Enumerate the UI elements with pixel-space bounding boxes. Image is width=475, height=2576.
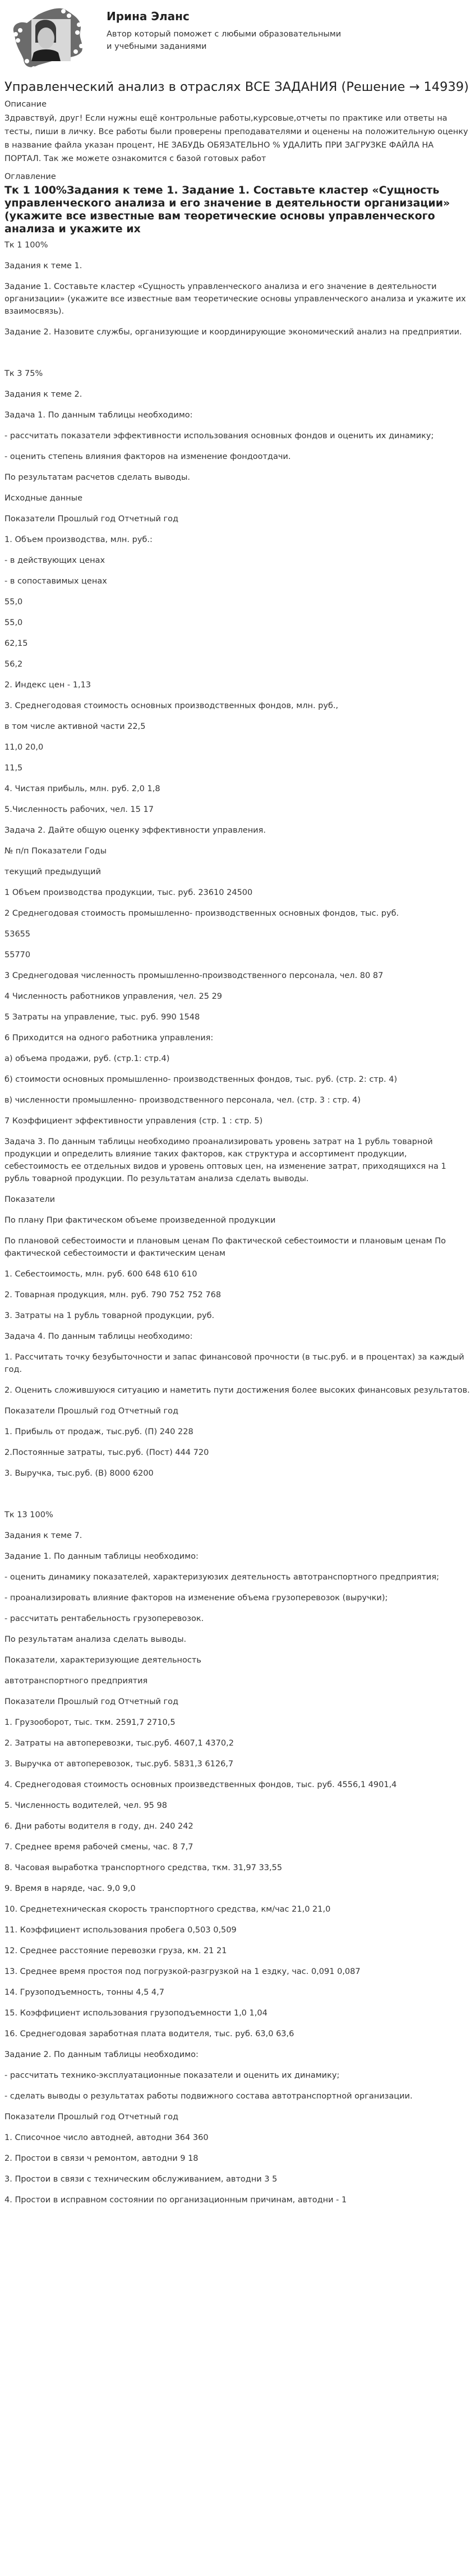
- content-paragraph: автотранспортного предприятия: [4, 1677, 148, 1686]
- content-paragraph: [4, 347, 471, 359]
- content-paragraph: 13. Среднее время простоя под погрузкой-разгрузкой на 1 ездку, час. 0,091 0,087: [4, 1967, 361, 1976]
- task-content: [4, 239, 471, 2206]
- content-paragraph: 56,2: [4, 660, 23, 669]
- content-paragraph: 2 Среднегодовая стоимость промышленно- производственных основных фондов, тыс. руб.: [4, 909, 399, 918]
- content-paragraph: 3. Затраты на 1 рубль товарной продукции, руб.: [4, 1311, 215, 1320]
- content-paragraph: 7. Среднее время рабочей смены, час. 8 7,7: [4, 1843, 193, 1852]
- content-paragraph: 55,0: [4, 598, 23, 607]
- content-paragraph: в том числе активной части 22,5: [4, 722, 146, 731]
- content-paragraph: Задача 2. Дайте общую оценку эффективности управления.: [4, 826, 266, 835]
- author-description: Автор который поможет с любыми образовательными и учебными заданиями: [107, 30, 342, 51]
- content-paragraph: - оценить динамику показателей, характеризуюзих деятельность автотранспортного предприятия;: [4, 1573, 439, 1582]
- content-paragraph: 2. Затраты на автоперевозки, тыс.руб. 4607,1 4370,2: [4, 1739, 234, 1748]
- content-paragraph: 3. Выручка от автоперевозок, тыс.руб. 5831,3 6126,7: [4, 1760, 234, 1769]
- content-paragraph: а) объема продажи, руб. (стр.1: стр.4): [4, 1054, 170, 1063]
- content-paragraph: в) численности промышленно- производственного персонала, чел. (стр. 3 : стр. 4): [4, 1096, 361, 1105]
- content-paragraph: 6 Приходится на одного работника управления:: [4, 1034, 214, 1043]
- content-paragraph: 14. Грузоподъемность, тонны 4,5 4,7: [4, 1988, 164, 1997]
- content-paragraph: По плановой себестоимости и плановым ценам По фактической себестоимости и плановым ценам По фактической себестоимости и фактическим ценам: [4, 1237, 446, 1258]
- content-paragraph: 1. Рассчитать точку безубыточности и запас финансовой прочности (в тыс.руб. и в процентах) за каждый год.: [4, 1353, 464, 1374]
- content-paragraph: б) стоимости основных промышленно- производственных фондов, тыс. руб. (стр. 2: стр. 4): [4, 1075, 398, 1084]
- content-paragraph: 2. Индекс цен - 1,13: [4, 681, 91, 690]
- toc-heading: Тк 1 100%Задания к теме 1. Задание 1. Составьте кластер «Сущность управленческого анализа и его значение в деятельности организации» (укажите все известные вам теоретические основы управленческого анализа и укажите их: [4, 184, 450, 235]
- content-paragraph: Задача 3. По данным таблицы необходимо проанализировать уровень затрат на 1 рубль товарной продукции и определить влияние таких факторов, как структура и ассортимент продукции, себестоимость ее отдельных видов и уровень оптовых цен, на изменение затрат, приходящихся на 1 рубль товарной продукции. По результатам анализа сделать выводы.: [4, 1137, 446, 1183]
- content-paragraph: Задача 4. По данным таблицы необходимо:: [4, 1332, 193, 1341]
- content-paragraph: 1. Себестоимость, млн. руб. 600 648 610 610: [4, 1270, 197, 1279]
- description-label: Описание: [4, 100, 47, 109]
- content-paragraph: 1. Объем производства, млн. руб.:: [4, 535, 153, 544]
- content-paragraph: Задания к теме 2.: [4, 390, 82, 399]
- content-paragraph: 2. Оценить сложившуюся ситуацию и наметить пути достижения более высоких финансовых результатов.: [4, 1386, 470, 1395]
- content-paragraph: 1 Объем производства продукции, тыс. руб. 23610 24500: [4, 888, 253, 897]
- content-paragraph: № п/п Показатели Годы: [4, 847, 107, 856]
- content-paragraph: 5. Численность водителей, чел. 95 98: [4, 1801, 167, 1810]
- avatar[interactable]: [4, 3, 89, 71]
- content-paragraph: - в действующих ценах: [4, 556, 105, 565]
- content-paragraph: - рассчитать технико-эксплуатационные показатели и оценить их динамику;: [4, 2071, 340, 2080]
- content-paragraph: 15. Коэффициент использования грузоподъемности 1,0 1,04: [4, 2009, 268, 2018]
- content-paragraph: - проанализировать влияние факторов на изменение объема грузоперевозок (выручки);: [4, 1594, 388, 1602]
- content-paragraph: 1. Списочное число автодней, автодни 364 360: [4, 2133, 209, 2142]
- author-name[interactable]: Ирина Эланс: [107, 10, 190, 23]
- content-paragraph: 2.Постоянные затраты, тыс.руб. (Пост) 444 720: [4, 1448, 209, 1457]
- content-paragraph: 9. Время в наряде, час. 9,0 9,0: [4, 1884, 136, 1893]
- content-paragraph: 1. Прибыль от продаж, тыс.руб. (П) 240 228: [4, 1427, 193, 1436]
- content-paragraph: Тк 13 100%: [4, 1510, 53, 1519]
- content-paragraph: 2. Простои в связи ч ремонтом, автодни 9 18: [4, 2154, 199, 2163]
- content-paragraph: 4. Чистая прибыль, млн. руб. 2,0 1,8: [4, 784, 160, 793]
- content-paragraph: 62,15: [4, 639, 28, 648]
- content-paragraph: Показатели Прошлый год Отчетный год: [4, 515, 179, 524]
- content-paragraph: - оценить степень влияния факторов на изменение фондоотдачи.: [4, 452, 291, 461]
- content-paragraph: 3. Простои в связи с техническим обслуживанием, автодни 3 5: [4, 2175, 278, 2184]
- content-paragraph: 11,5: [4, 764, 23, 773]
- content-paragraph: Показатели: [4, 1195, 56, 1204]
- content-paragraph: 11. Коэффициент использования пробега 0,503 0,509: [4, 1926, 237, 1935]
- toc-label: Оглавление: [4, 172, 56, 181]
- content-paragraph: Показатели Прошлый год Отчетный год: [4, 1407, 179, 1416]
- content-paragraph: 5 Затраты на управление, тыс. руб. 990 1548: [4, 1013, 200, 1022]
- content-paragraph: - рассчитать показатели эффективности использования основных фондов и оценить их динамику;: [4, 431, 434, 440]
- content-paragraph: Показатели Прошлый год Отчетный год: [4, 1697, 179, 1706]
- content-paragraph: 8. Часовая выработка транспортного средства, ткм. 31,97 33,55: [4, 1863, 283, 1872]
- content-paragraph: Задание 2. По данным таблицы необходимо:: [4, 2050, 199, 2059]
- content-paragraph: По плану При фактическом объеме произведенной продукции: [4, 1216, 276, 1225]
- content-paragraph: 4. Простои в исправном состоянии по организационным причинам, автодни - 1: [4, 2196, 347, 2205]
- content-paragraph: 12. Среднее расстояние перевозки груза, км. 21 21: [4, 1946, 227, 1955]
- content-paragraph: - в сопоставимых ценах: [4, 577, 107, 586]
- content-paragraph: 10. Среднетехническая скорость транспортного средства, км/час 21,0 21,0: [4, 1905, 331, 1914]
- content-paragraph: 4. Среднегодовая стоимость основных произведственных фондов, тыс. руб. 4556,1 4901,4: [4, 1780, 397, 1789]
- content-paragraph: Показатели Прошлый год Отчетный год: [4, 2113, 179, 2122]
- content-paragraph: [4, 1488, 471, 1500]
- content-paragraph: По результатам расчетов сделать выводы.: [4, 473, 191, 482]
- page-title: Управленческий анализ в отраслях ВСЕ ЗАДАНИЯ (Решение → 14939): [4, 80, 469, 94]
- content-paragraph: текущий предыдущий: [4, 867, 102, 876]
- content-paragraph: - рассчитать рентабельность грузоперевозок.: [4, 1614, 204, 1623]
- content-paragraph: 55770: [4, 950, 31, 959]
- content-paragraph: 3. Выручка, тыс.руб. (В) 8000 6200: [4, 1469, 154, 1478]
- content-paragraph: Показатели, характеризующие деятельность: [4, 1656, 201, 1665]
- content-paragraph: - сделать выводы о результатах работы подвижного состава автотранспортной организации.: [4, 2092, 413, 2101]
- author-info: [107, 3, 342, 53]
- description-text: Здравствуй, друг! Если нужны ещё контрольные работы,курсовые,отчеты по практике или ответы на тесты, пиши в личку. Все работы были проверены преподавателями и оценены на положительную оценку в название файла указан процент, НЕ ЗАБУДЬ ОБЯЗАТЕЛЬНО % УДАЛИТЬ ПРИ ЗАГРУЗКЕ ФАЙЛА НА ПОРТАЛ. Так же можете ознакомится с базой готовых работ: [4, 114, 468, 163]
- content-paragraph: Задание 2. Назовите службы, организующие и координирующие экономический анализ на предприятии.: [4, 328, 462, 337]
- content-paragraph: Исходные данные: [4, 494, 82, 503]
- content-paragraph: 55,0: [4, 618, 23, 627]
- content-paragraph: 7 Коэффициент эффективности управления (стр. 1 : стр. 5): [4, 1117, 263, 1126]
- content-paragraph: Тк 3 75%: [4, 369, 43, 378]
- content-paragraph: 53655: [4, 930, 31, 939]
- content-paragraph: 3 Среднегодовая численность промышленно-производственного персонала, чел. 80 87: [4, 971, 384, 980]
- content-paragraph: Задача 1. По данным таблицы необходимо:: [4, 411, 193, 420]
- content-paragraph: Тк 1 100%: [4, 241, 48, 250]
- content-paragraph: Задания к теме 1.: [4, 261, 82, 270]
- author-card: [4, 0, 471, 73]
- content-paragraph: 16. Среднегодовая заработная плата водителя, тыс. руб. 63,0 63,6: [4, 2029, 294, 2038]
- content-paragraph: 5.Численность рабочих, чел. 15 17: [4, 805, 154, 814]
- content-paragraph: 3. Среднегодовая стоимость основных производственных фондов, млн. руб.,: [4, 701, 339, 710]
- avatar-photo-icon: [4, 3, 89, 71]
- content-paragraph: 6. Дни работы водителя в году, дн. 240 242: [4, 1822, 193, 1831]
- content-paragraph: 11,0 20,0: [4, 743, 44, 752]
- content-paragraph: 2. Товарная продукция, млн. руб. 790 752 752 768: [4, 1291, 222, 1300]
- content-paragraph: 1. Грузооборот, тыс. ткм. 2591,7 2710,5: [4, 1718, 176, 1727]
- content-paragraph: Задания к теме 7.: [4, 1531, 82, 1540]
- content-paragraph: Задание 1. Составьте кластер «Сущность управленческого анализа и его значение в деятельности организации» (укажите все известные вам теоретические основы управленческого анализа и укажите их взаимосвязь).: [4, 282, 466, 316]
- content-paragraph: Задание 1. По данным таблицы необходимо:: [4, 1552, 199, 1561]
- content-paragraph: По результатам анализа сделать выводы.: [4, 1635, 187, 1644]
- content-paragraph: 4 Численность работников управления, чел. 25 29: [4, 992, 223, 1001]
